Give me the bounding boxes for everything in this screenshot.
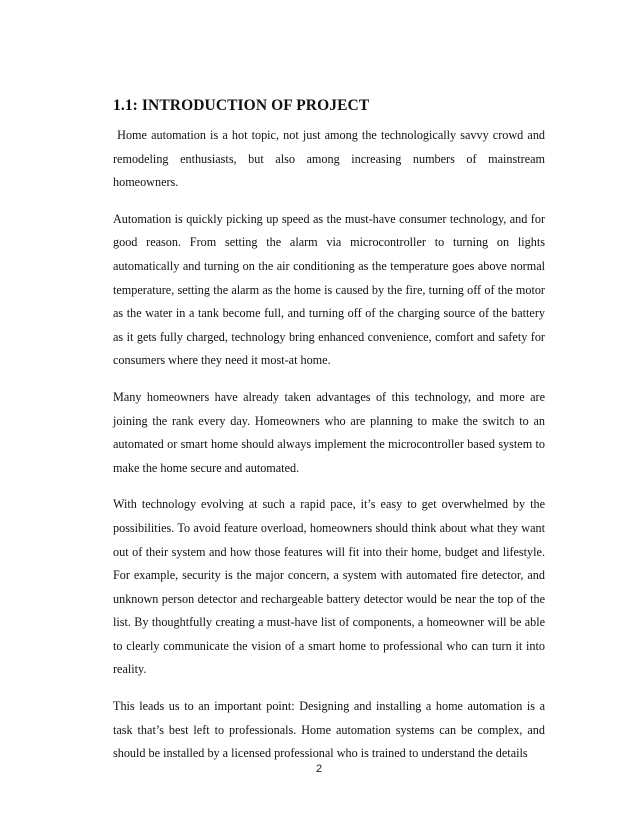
page-content [113,96,549,779]
paragraph-2: Automation is quickly picking up speed as the must-have consumer technology, and for good reason. From setting the alarm via microcontroller to turning on lights automatically and turning on the air conditioning as the temperature goes above normal temperature, setting the alarm as the home is caused by the fire, turning off of the motor as the water in a tank become full, and turning off of the charging source of the battery as it gets fully charged, technology bring enhanced convenience, comfort and safety for consumers where they need it most-at home. [113,211,545,368]
page-number: 2 [315,763,323,775]
paragraph-1: Home automation is a hot topic, not just among the technologically savvy crowd and remodeling enthusiasts, but also among increasing numbers of mainstream homeowners. [113,128,549,190]
paragraph-4: With technology evolving at such a rapid pace, it’s easy to get overwhelmed by the possibilities. To avoid feature overload, homeowners should think about what they want out of their system and how those features will fit into their home, budget and lifestyle. For example, security is the major concern, a system with automated fire detector, and unknown person detector and rechargeable battery detector would be near the top of the list. By thoughtfully creating a must-have list of components, a homeowner will be able to clearly communicate the vision of a smart home to professional who can turn it into reality. [113,497,545,677]
section-heading: 1.1: INTRODUCTION OF PROJECT [113,97,370,114]
paragraph-5: This leads us to an important point: Designing and installing a home automation is a task that’s best left to professionals. Home automation systems can be complex, and should be installed by a licensed professional who is trained to understand the details [113,699,545,761]
paragraph-3: Many homeowners have already taken advantages of this technology, and more are joining the rank every day. Homeowners who are planning to make the switch to an automated or smart home should always implement the microcontroller based system to make the home secure and automated. [113,389,545,475]
